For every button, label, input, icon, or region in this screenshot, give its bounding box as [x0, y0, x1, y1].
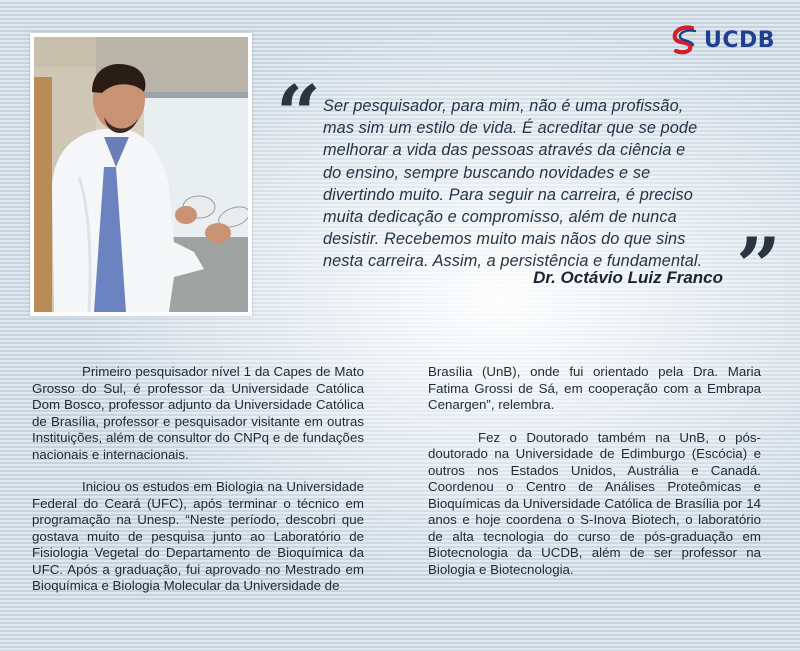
quote-line: Ser pesquisador, para mim, não é uma profissão, [323, 97, 684, 115]
quote-line: mas sim um estilo de vida. É acreditar que se pode [323, 119, 698, 138]
body-column-right [428, 364, 761, 578]
close-quote-mark: ” [736, 221, 781, 312]
quote-line: nesta carreira. Assim, a persistência e fundamental. [323, 252, 703, 271]
quote-line: divertindo muito. Para seguir na carreira, é preciso [323, 185, 693, 204]
body-paragraph: Iniciou os estudos em Biologia na Universidade Federal do Ceará (UFC), após terminar o técnico em programação na Unesp. “Neste período, descobri que gostava muito de pesquisa junto ao Laboratório de Fisiologia Vegetal do Departamento de Bioquímica da UFC. Após a graduação, fui aprovado no Mestrado em Bioquímica e Biologia Molecular da Universidade de [32, 479, 364, 593]
quote-line: muita dedicação e compromisso, além de nunca [323, 208, 677, 227]
body-paragraph: Brasília (UnB), onde fui orientado pela Dra. Maria Fatima Grossi de Sá, em cooperação com a Embrapa Cenargen”, relembra. [428, 364, 761, 412]
quote-text [323, 95, 733, 273]
researcher-photo [30, 33, 252, 316]
body-paragraph: Primeiro pesquisador nível 1 da Capes de Mato Grosso do Sul, é professor da Universidade Católica Dom Bosco, professor adjunto da Universidade Católica de Brasília, professor e pesquisador visitante em outras Instituições, além de consultor do CNPq e de fundações nacionais e internacionais. [32, 364, 364, 462]
researcher-photo-image [34, 37, 248, 312]
quote-author: Dr. Octávio Luiz Franco [533, 268, 723, 287]
body-column-left [32, 364, 364, 595]
logo-text: UCDB [704, 27, 776, 53]
open-quote-mark: “ [276, 69, 321, 160]
body-paragraph: Fez o Doutorado também na UnB, o pós-doutorado na Universidade de Edimburgo (Escócia) e outros nos Estados Unidos, Austrália e Canadá. Coordenou o Centro de Análises Proteômicas e Bioquímicas da Universidade Católica de Brasília por 14 anos e hoje coordena o S-Inova Biotech, o laboratório de alta tecnologia do curso de pós-graduação em Biotecnologia da UCDB, além de ser professor na Biologia e Biotecnologia. [428, 429, 761, 577]
quote-line: melhorar a vida das pessoas através da ciência e [323, 141, 686, 160]
quote-line: desistir. Recebemos muito mais nãos do que sins [323, 230, 686, 249]
ucdb-logo [668, 24, 780, 56]
ucdb-emblem-icon [668, 25, 702, 55]
quote-line: do ensino, sempre buscando novidades e se [323, 163, 651, 182]
